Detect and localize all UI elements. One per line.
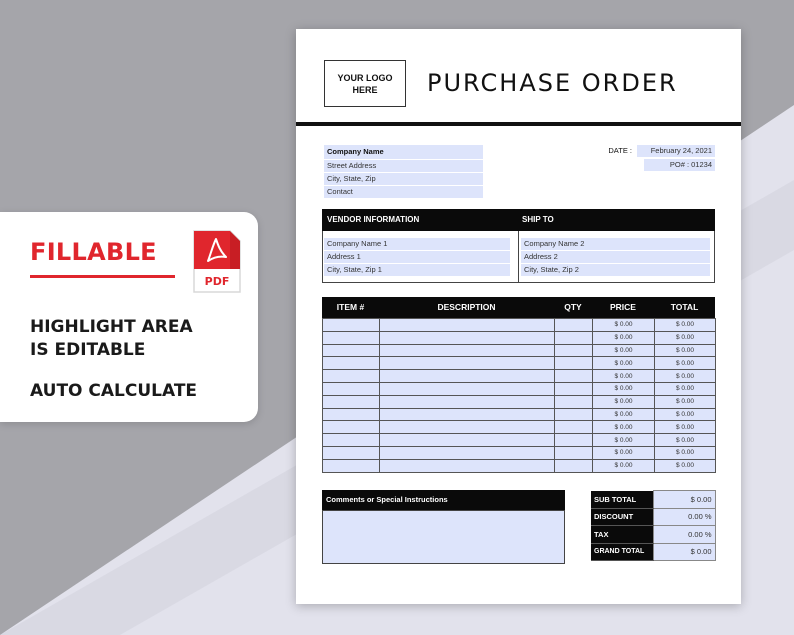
item-number-cell[interactable]	[323, 357, 380, 370]
qty-cell[interactable]	[555, 319, 593, 332]
logo-line-2: HERE	[352, 84, 378, 95]
item-row	[323, 370, 716, 383]
price-cell[interactable]: $ 0.00	[593, 434, 655, 447]
contact-field[interactable]: Contact	[324, 186, 483, 198]
item-number-cell[interactable]	[323, 344, 380, 357]
promo-line-editable: IS EDITABLE	[30, 340, 146, 360]
item-number-cell[interactable]	[323, 459, 380, 472]
grand-total-row	[591, 543, 715, 561]
comments-header: Comments or Special Instructions	[322, 490, 565, 510]
qty-cell[interactable]	[555, 344, 593, 357]
price-cell[interactable]: $ 0.00	[593, 459, 655, 472]
item-number-cell[interactable]	[323, 370, 380, 383]
total-cell: $ 0.00	[655, 357, 716, 370]
promo-line-highlight: HIGHLIGHT AREA	[30, 317, 193, 337]
item-row	[323, 446, 716, 459]
total-cell: $ 0.00	[655, 408, 716, 421]
item-row	[323, 357, 716, 370]
date-label: DATE :	[608, 146, 632, 155]
qty-cell[interactable]	[555, 408, 593, 421]
discount-label: DISCOUNT	[591, 508, 653, 526]
price-cell[interactable]: $ 0.00	[593, 395, 655, 408]
purchase-order-page	[296, 29, 741, 604]
discount-field[interactable]: 0.00 %	[653, 508, 715, 526]
total-cell: $ 0.00	[655, 370, 716, 383]
qty-cell[interactable]	[555, 434, 593, 447]
qty-cell[interactable]	[555, 382, 593, 395]
col-price: PRICE	[610, 302, 636, 312]
item-row	[323, 434, 716, 447]
qty-cell[interactable]	[555, 357, 593, 370]
vendor-shipto-header	[322, 209, 715, 231]
subtotal-row	[591, 491, 715, 509]
price-cell[interactable]: $ 0.00	[593, 331, 655, 344]
po-label: PO# :	[669, 160, 690, 169]
item-row	[323, 395, 716, 408]
fillable-underline	[30, 275, 175, 278]
item-row	[323, 408, 716, 421]
item-row	[323, 319, 716, 332]
col-description: DESCRIPTION	[437, 302, 496, 312]
po-number-value[interactable]: 01234	[691, 160, 712, 169]
description-cell[interactable]	[380, 344, 555, 357]
price-cell[interactable]: $ 0.00	[593, 357, 655, 370]
items-table	[322, 318, 716, 473]
po-number-field	[644, 159, 715, 171]
company-name-field[interactable]: Company Name	[324, 145, 483, 159]
street-address-field[interactable]: Street Address	[324, 160, 483, 172]
logo-line-1: YOUR LOGO	[337, 72, 393, 83]
price-cell[interactable]: $ 0.00	[593, 382, 655, 395]
grand-total-value: $ 0.00	[653, 543, 715, 561]
page-title: PURCHASE ORDER	[427, 69, 678, 97]
description-cell[interactable]	[380, 395, 555, 408]
subtotal-value: $ 0.00	[653, 491, 715, 509]
item-number-cell[interactable]	[323, 434, 380, 447]
shipto-city-field[interactable]: City, State, Zip 2	[521, 264, 710, 276]
grand-total-label: GRAND TOTAL	[591, 543, 653, 561]
item-number-cell[interactable]	[323, 395, 380, 408]
total-cell: $ 0.00	[655, 331, 716, 344]
qty-cell[interactable]	[555, 395, 593, 408]
header-divider	[296, 122, 741, 126]
fillable-heading: FILLABLE	[30, 238, 157, 266]
qty-cell[interactable]	[555, 446, 593, 459]
col-item-number: ITEM #	[336, 302, 365, 312]
qty-cell[interactable]	[555, 370, 593, 383]
comments-textarea[interactable]	[322, 510, 565, 564]
logo-placeholder[interactable]	[324, 60, 406, 107]
items-header	[322, 297, 715, 318]
item-row	[323, 331, 716, 344]
description-cell[interactable]	[380, 382, 555, 395]
vendor-shipto-divider	[518, 231, 519, 283]
description-cell[interactable]	[380, 370, 555, 383]
tax-row	[591, 526, 715, 544]
qty-cell[interactable]	[555, 331, 593, 344]
date-field[interactable]: February 24, 2021	[637, 145, 715, 157]
shipto-address-field[interactable]: Address 2	[521, 251, 710, 263]
vendor-city-field[interactable]: City, State, Zip 1	[324, 264, 510, 276]
item-row	[323, 382, 716, 395]
qty-cell[interactable]	[555, 459, 593, 472]
price-cell[interactable]: $ 0.00	[593, 370, 655, 383]
item-number-cell[interactable]	[323, 331, 380, 344]
price-cell[interactable]: $ 0.00	[593, 446, 655, 459]
vendor-heading: VENDOR INFORMATION	[327, 215, 420, 224]
item-row	[323, 421, 716, 434]
discount-row	[591, 508, 715, 526]
tax-label: TAX	[591, 526, 653, 544]
item-number-cell[interactable]	[323, 408, 380, 421]
total-cell: $ 0.00	[655, 421, 716, 434]
item-number-cell[interactable]	[323, 446, 380, 459]
subtotal-label: SUB TOTAL	[591, 491, 653, 509]
description-cell[interactable]	[380, 434, 555, 447]
total-cell: $ 0.00	[655, 459, 716, 472]
tax-field[interactable]: 0.00 %	[653, 526, 715, 544]
total-cell: $ 0.00	[655, 395, 716, 408]
total-cell: $ 0.00	[655, 319, 716, 332]
promo-line-auto-calc: AUTO CALCULATE	[30, 381, 198, 401]
description-cell[interactable]	[380, 319, 555, 332]
description-cell[interactable]	[380, 357, 555, 370]
total-cell: $ 0.00	[655, 446, 716, 459]
vendor-company-field[interactable]: Company Name 1	[324, 238, 510, 250]
item-number-cell[interactable]	[323, 319, 380, 332]
price-cell[interactable]: $ 0.00	[593, 344, 655, 357]
total-cell: $ 0.00	[655, 382, 716, 395]
qty-cell[interactable]	[555, 421, 593, 434]
item-number-cell[interactable]	[323, 382, 380, 395]
total-cell: $ 0.00	[655, 344, 716, 357]
shipto-company-field[interactable]: Company Name 2	[521, 238, 710, 250]
pdf-label: PDF	[204, 275, 230, 288]
price-cell[interactable]: $ 0.00	[593, 319, 655, 332]
item-number-cell[interactable]	[323, 421, 380, 434]
col-qty: QTY	[564, 302, 582, 312]
pdf-icon	[192, 229, 242, 294]
city-state-zip-field[interactable]: City, State, Zip	[324, 173, 483, 185]
item-row	[323, 459, 716, 472]
description-cell[interactable]	[380, 446, 555, 459]
summary-table	[591, 490, 716, 561]
description-cell[interactable]	[380, 408, 555, 421]
col-total: TOTAL	[670, 302, 699, 312]
item-row	[323, 344, 716, 357]
ship-to-heading: SHIP TO	[522, 215, 554, 224]
vendor-address-field[interactable]: Address 1	[324, 251, 510, 263]
description-cell[interactable]	[380, 421, 555, 434]
price-cell[interactable]: $ 0.00	[593, 421, 655, 434]
description-cell[interactable]	[380, 459, 555, 472]
price-cell[interactable]: $ 0.00	[593, 408, 655, 421]
total-cell: $ 0.00	[655, 434, 716, 447]
description-cell[interactable]	[380, 331, 555, 344]
